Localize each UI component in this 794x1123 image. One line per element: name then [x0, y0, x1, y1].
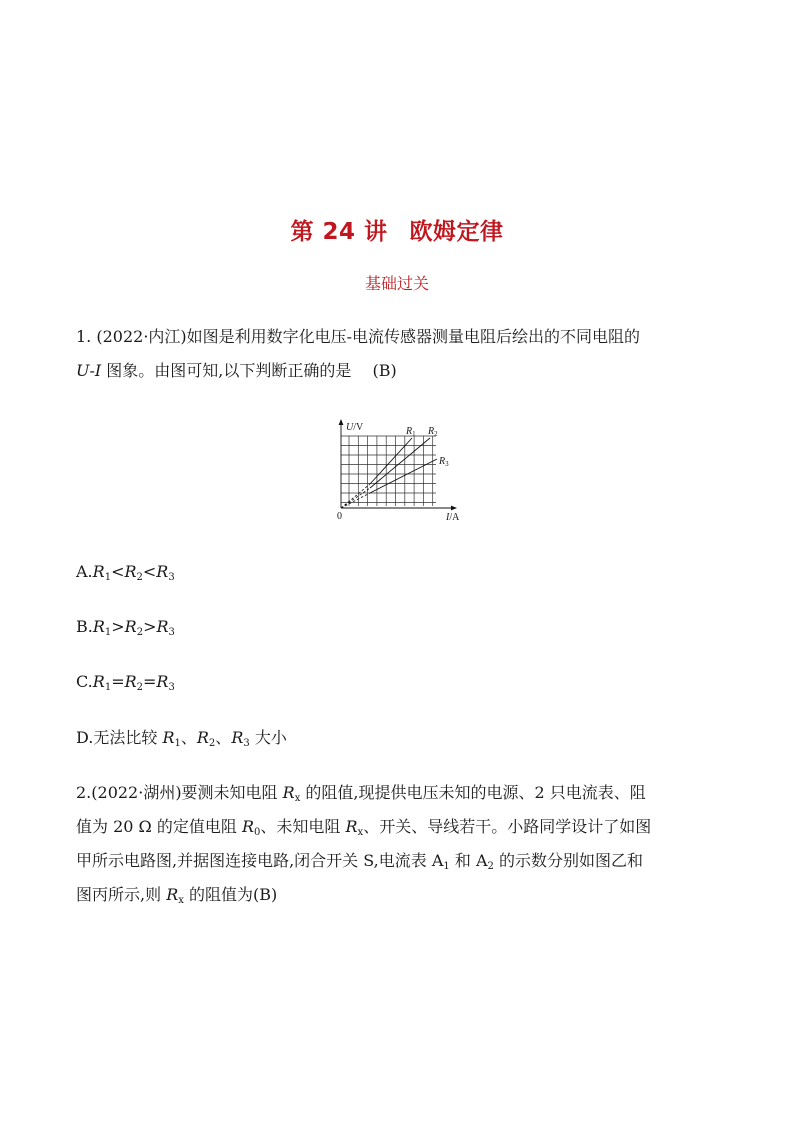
option-b: $B.R_1>R_2>R_3$	[76, 617, 175, 638]
origin-label: 0	[337, 511, 342, 522]
option-d: D.无法比较 $R_1$、$R_2$、$R_3$ 大小	[76, 728, 287, 749]
lesson-title	[0, 213, 794, 246]
y-axis-label: U/V	[346, 422, 364, 433]
question-1-stem: 1. (2022·内江)如图是利用数字化电压-电流传感器测量电阻后绘出的不同电阻的 U-I 图象。由图可知,以下判断正确的是 (B)	[76, 327, 641, 380]
graph-grid	[341, 436, 436, 506]
line-label-r3: $R_3$	[439, 456, 449, 468]
option-a: $A.R_1<R_2<R_3$	[76, 562, 175, 583]
option-c: $C.R_1=R_2=R_3$	[76, 672, 175, 693]
x-axis-arrow	[451, 506, 457, 511]
line-label-r1: $R_1$	[406, 426, 416, 438]
line-r1	[370, 438, 412, 484]
line-r3	[370, 459, 437, 493]
question-2-stem: 2.(2022·湖州)要测未知电阻 $R_x$ 的阻值,现提供电压未知的电源、2 只电流表、阻 值为 20 Ω 的定值电阻 $R_0$、未知电阻 $R_x$、开关、导线若干。小路同学设计了如图 甲所示电路图,并据图连接电路,闭合开关 S,电流表 $A_1$ 和 $A_2$ 的示数分别如图乙和 图丙所示,则 $R_x$ 的阻值为(B)	[76, 783, 652, 906]
y-axis-arrow	[339, 419, 344, 425]
line-label-r2: $R_2$	[428, 426, 438, 438]
ui-graph	[326, 418, 466, 526]
question-2-answer: (B)	[252, 885, 278, 904]
lesson-number: 第 24 讲	[290, 219, 388, 245]
line-r2-dashed	[341, 488, 370, 508]
line-r3-dashed	[341, 493, 370, 508]
question-1-answer: (B)	[372, 361, 397, 380]
x-axis-label: I/A	[446, 512, 460, 523]
line-r1-dashed	[341, 484, 370, 508]
section-subtitle: 基础过关	[364, 274, 429, 293]
lesson-topic: 欧姆定律	[409, 219, 504, 245]
